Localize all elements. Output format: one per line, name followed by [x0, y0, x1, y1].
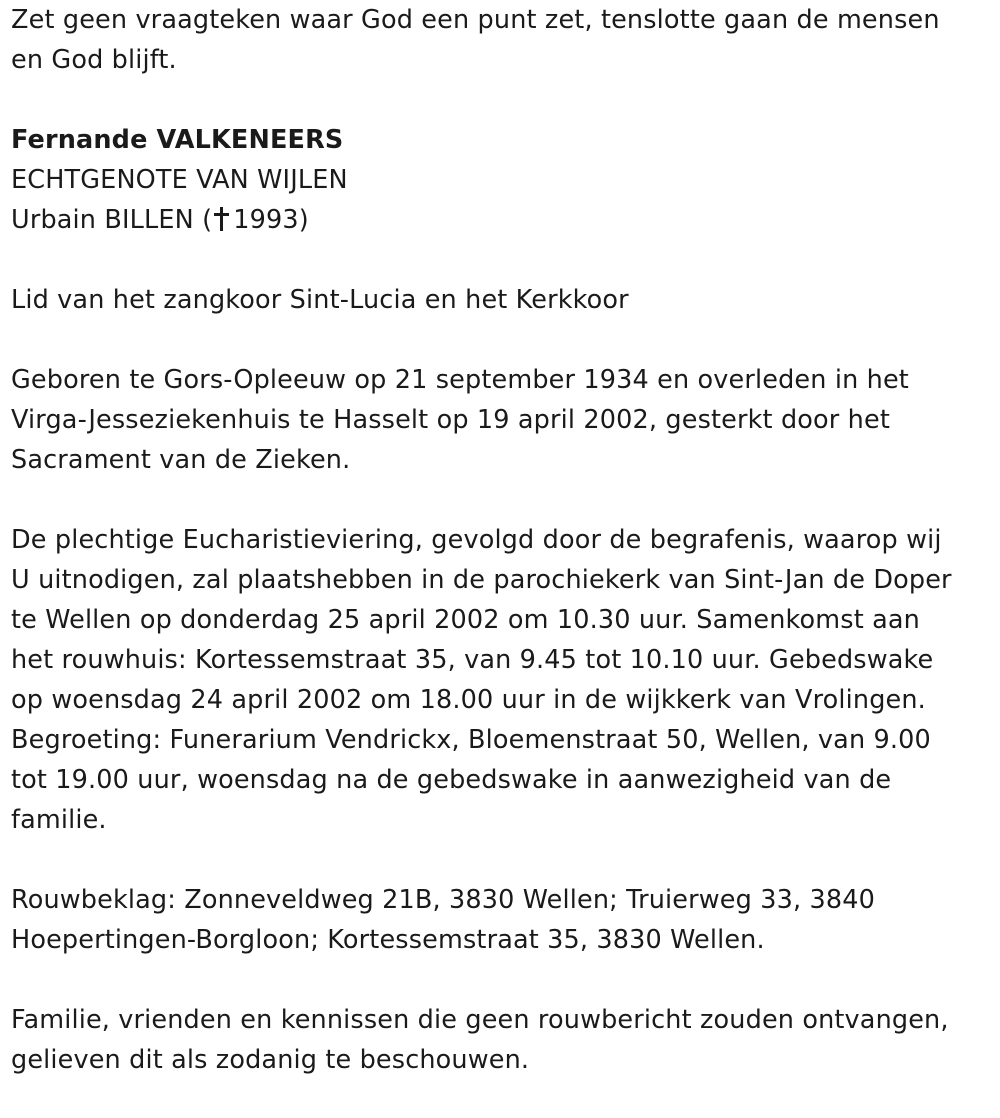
text-line: Lid van het zangkoor Sint-Lucia en het Kerkkoor	[11, 285, 629, 315]
text-line: De plechtige Eucharistieviering, gevolgd door de begrafenis, waarop wij	[11, 525, 942, 555]
ceremony-paragraph	[11, 520, 991, 840]
text-line: gelieven dit als zodanig te beschouwen.	[11, 1045, 530, 1075]
paragraph-gap	[11, 840, 991, 880]
paragraph-gap	[11, 80, 991, 120]
spouse-name: Urbain BILLEN (	[11, 205, 213, 235]
condolences-paragraph	[11, 880, 991, 960]
text-line: Begroeting: Funerarium Vendrickx, Bloemenstraat 50, Wellen, van 9.00	[11, 725, 931, 755]
birth-death-paragraph	[11, 360, 991, 480]
closing-paragraph	[11, 1000, 991, 1080]
text-line: Familie, vrienden en kennissen die geen rouwbericht zouden ontvangen,	[11, 1005, 949, 1035]
relation-line: ECHTGENOTE VAN WIJLEN	[11, 165, 348, 195]
text-line: Geboren te Gors-Opleeuw op 21 september 1934 en overleden in het	[11, 365, 909, 395]
paragraph-gap	[11, 480, 991, 520]
text-line: Rouwbeklag: Zonneveldweg 21B, 3830 Wellen; Truierweg 33, 3840	[11, 885, 875, 915]
obituary-document	[11, 0, 991, 1080]
membership-paragraph	[11, 280, 991, 320]
motto	[11, 0, 991, 80]
text-line: te Wellen op donderdag 25 april 2002 om 10.30 uur. Samenkomst aan	[11, 605, 920, 635]
deceased-block	[11, 120, 991, 240]
paragraph-gap	[11, 240, 991, 280]
text-line: familie.	[11, 805, 107, 835]
spouse-line	[11, 200, 991, 240]
cross-icon	[213, 207, 230, 231]
deceased-name: Fernande VALKENEERS	[11, 125, 344, 155]
text-line: U uitnodigen, zal plaatshebben in de parochiekerk van Sint-Jan de Doper	[11, 565, 952, 595]
text-line: Sacrament van de Zieken.	[11, 445, 351, 475]
spouse-death-year: 1993)	[233, 205, 309, 235]
text-line: tot 19.00 uur, woensdag na de gebedswake in aanwezigheid van de	[11, 765, 892, 795]
text-line: Hoepertingen-Borgloon; Kortessemstraat 35, 3830 Wellen.	[11, 925, 765, 955]
text-line: het rouwhuis: Kortessemstraat 35, van 9.45 tot 10.10 uur. Gebedswake	[11, 645, 934, 675]
paragraph-gap	[11, 320, 991, 360]
text-line: en God blijft.	[11, 45, 177, 75]
text-line: Zet geen vraagteken waar God een punt zet, tenslotte gaan de mensen	[11, 5, 940, 35]
text-line: op woensdag 24 april 2002 om 18.00 uur in de wijkkerk van Vrolingen.	[11, 685, 926, 715]
paragraph-gap	[11, 960, 991, 1000]
text-line: Virga-Jesseziekenhuis te Hasselt op 19 april 2002, gesterkt door het	[11, 405, 890, 435]
